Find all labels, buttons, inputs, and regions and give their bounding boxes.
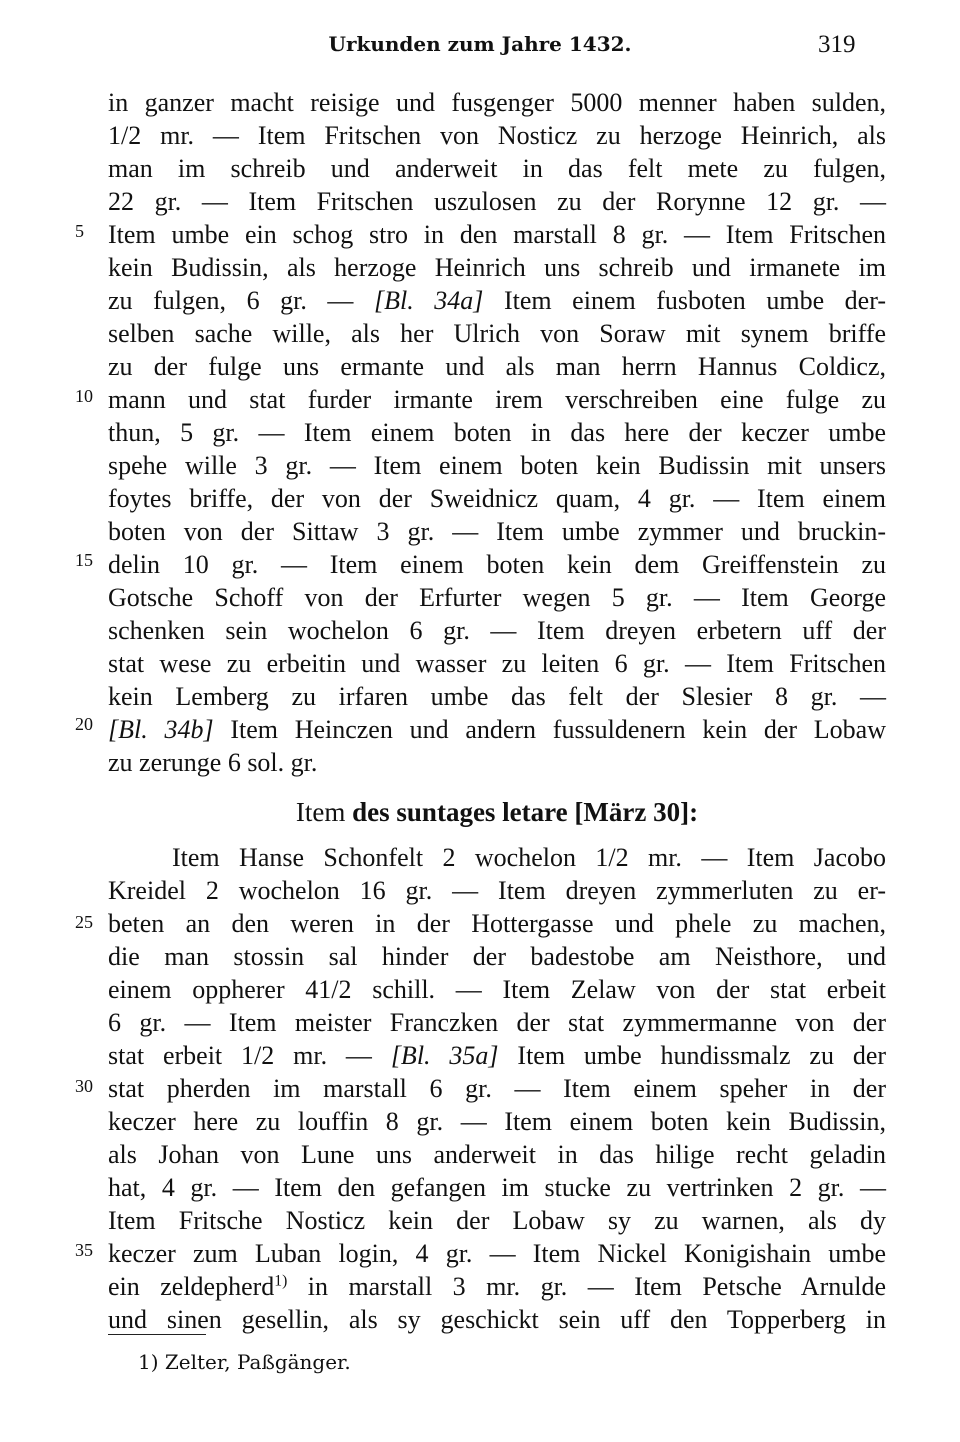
text-line: zu zerunge 6 sol. gr.: [108, 748, 318, 777]
text-line: einem oppherer 41/2 schill. — Item Zelaw von der stat erbeit: [108, 975, 886, 1004]
text-line: [108, 284, 886, 317]
page-number: 319: [818, 31, 856, 58]
text-segment: ein zeldepherd: [108, 1272, 275, 1301]
text-line: beten an den weren in der Hottergasse und phele zu machen,: [108, 909, 886, 938]
text-line: als Johan von Lune uns anderweit in das hilige recht geladin: [108, 1140, 886, 1169]
text-line: 1/2 mr. — Item Fritschen von Nosticz zu herzoge Heinrich, als: [108, 121, 886, 150]
footnote-text: Zelter, Paßgänger.: [164, 1350, 351, 1374]
text-segment: Item einem fusboten umbe der-: [503, 286, 887, 315]
text-line: foytes briffe, der von der Sweidnicz quam, 4 gr. — Item einem: [108, 484, 886, 513]
text-line: man im schreib und anderweit in das felt mete zu fulgen,: [108, 154, 886, 183]
line-number: 15: [75, 550, 93, 570]
text-line: Kreidel 2 wochelon 16 gr. — Item dreyen zymmerluten zu er-: [108, 876, 886, 905]
text-line: in ganzer macht reisige und fusgenger 5000 menner haben sulden,: [108, 88, 886, 117]
text-line: [108, 713, 886, 746]
text-line: 22 gr. — Item Fritschen uszulosen zu der Rorynne 12 gr. —: [108, 187, 886, 216]
folio-reference: [Bl. 34a]: [374, 286, 484, 315]
text-line: keczer here zu louffin 8 gr. — Item einem boten kein Budissin,: [108, 1107, 886, 1136]
line-number: 10: [75, 386, 93, 406]
text-line: schenken sein wochelon 6 gr. — Item dreyen erbetern uff der: [108, 616, 886, 645]
text-segment: Item Heinczen und andern fussuldenern kein der Lobaw: [230, 715, 887, 744]
text-line: kein Budissin, als herzoge Heinrich uns schreib und irmanete im: [108, 253, 886, 282]
text-segment: stat erbeit 1/2 mr. —: [108, 1041, 372, 1070]
line-number: 5: [75, 221, 84, 241]
text-line: zu der fulge uns ermante und als man herrn Hannus Coldicz,: [108, 352, 886, 381]
text-line: Gotsche Schoff von der Erfurter wegen 5 gr. — Item George: [108, 583, 886, 612]
text-line: Item Fritsche Nosticz kein der Lobaw sy zu warnen, als dy: [108, 1206, 886, 1235]
text-line: thun, 5 gr. — Item einem boten in das here der keczer umbe: [108, 418, 886, 447]
section-heading-main: des suntages letare [März 30]:: [352, 797, 699, 827]
text-line: boten von der Sittaw 3 gr. — Item umbe zymmer und bruckin-: [108, 517, 886, 546]
text-line: delin 10 gr. — Item einem boten kein dem Greiffenstein zu: [108, 550, 886, 579]
text-line: spehe wille 3 gr. — Item einem boten kein Budissin mit unsers: [108, 451, 886, 480]
text-line: die man stossin sal hinder der badestobe am Neisthore, und: [108, 942, 886, 971]
text-segment: Item umbe hundissmalz zu der: [517, 1041, 887, 1070]
text-segment: in marstall 3 mr. gr. — Item Petsche Arnulde: [307, 1272, 887, 1301]
folio-reference: [Bl. 34b]: [108, 715, 214, 744]
text-line: keczer zum Luban login, 4 gr. — Item Nickel Konigishain umbe: [108, 1239, 886, 1268]
section-heading: [0, 796, 960, 829]
folio-reference: [Bl. 35a]: [390, 1041, 499, 1070]
text-line: Item Hanse Schonfelt 2 wochelon 1/2 mr. — Item Jacobo: [172, 843, 886, 872]
line-number: 20: [75, 714, 93, 734]
footnote-marker: 1): [274, 1272, 288, 1290]
line-number: 25: [75, 912, 93, 932]
text-segment: zu fulgen, 6 gr. —: [108, 286, 354, 315]
text-line: hat, 4 gr. — Item den gefangen im stucke zu vertrinken 2 gr. —: [108, 1173, 886, 1202]
text-line: [108, 1039, 886, 1072]
text-line: Item umbe ein schog stro in den marstall 8 gr. — Item Fritschen: [108, 220, 886, 249]
text-line: mann und stat furder irmante irem verschreiben eine fulge zu: [108, 385, 886, 414]
text-line: stat pherden im marstall 6 gr. — Item einem speher in der: [108, 1074, 886, 1103]
text-line: kein Lemberg zu irfaren umbe das felt der Slesier 8 gr. —: [108, 682, 886, 711]
text-line: stat wese zu erbeitin und wasser zu leiten 6 gr. — Item Fritschen: [108, 649, 886, 678]
footnote-divider: [108, 1334, 206, 1335]
text-line: selben sache wille, als her Ulrich von Soraw mit synem briffe: [108, 319, 886, 348]
line-number: 35: [75, 1240, 93, 1260]
footnote: [138, 1350, 351, 1374]
running-title: Urkunden zum Jahre 1432.: [328, 32, 632, 56]
text-line: 6 gr. — Item meister Franczken der stat zymmermanne von der: [108, 1008, 886, 1037]
text-line: und sinen gesellin, als sy geschickt sein uff den Topperberg in: [108, 1305, 886, 1334]
footnote-marker: 1): [138, 1350, 159, 1374]
text-line: [108, 1270, 886, 1303]
line-number: 30: [75, 1076, 93, 1096]
section-heading-prefix: Item: [295, 797, 353, 827]
